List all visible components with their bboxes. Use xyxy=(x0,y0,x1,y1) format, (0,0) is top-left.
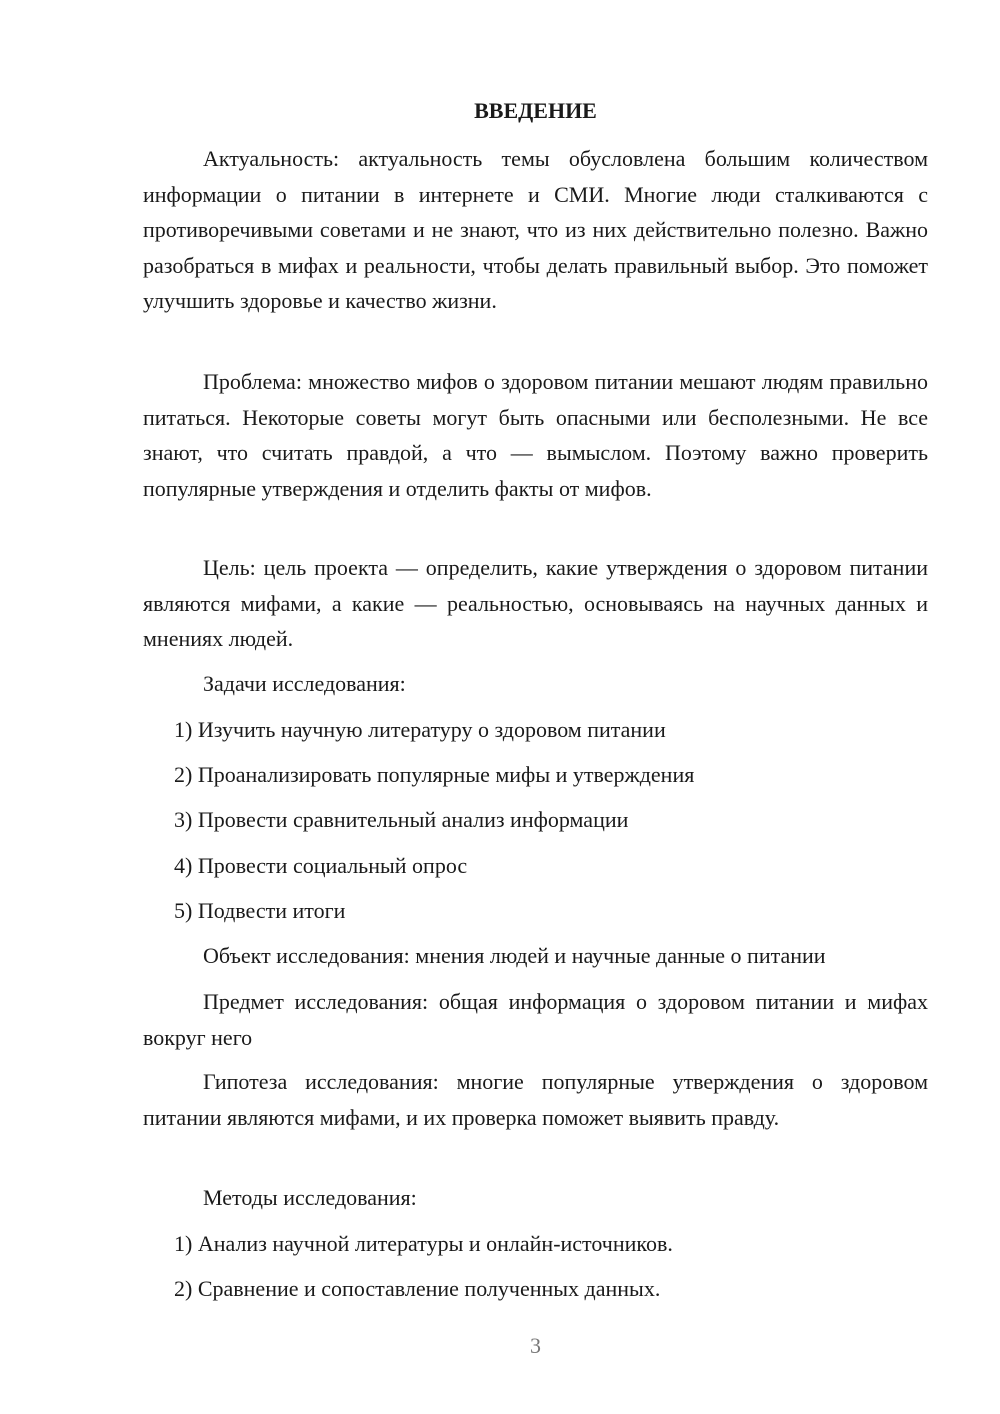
method-item: 2) Сравнение и сопоставление полученных данных. xyxy=(174,1276,661,1301)
document-page xyxy=(143,0,928,1414)
subject-paragraph: Предмет исследования: общая информация о здоровом питании и мифах вокруг него xyxy=(143,989,928,1050)
section-title: ВВЕДЕНИЕ xyxy=(474,98,597,123)
page-number: 3 xyxy=(530,1333,541,1358)
methods-heading: Методы исследования: xyxy=(203,1185,417,1210)
task-item: 1) Изучить научную литературу о здоровом питании xyxy=(174,717,666,742)
task-item: 4) Провести социальный опрос xyxy=(174,853,468,878)
hypothesis-paragraph: Гипотеза исследования: многие популярные утверждения о здоровом питании являются мифами, и их проверка поможет выявить правду. xyxy=(143,1069,928,1130)
goal-paragraph: Цель: цель проекта — определить, какие утверждения о здоровом питании являются мифами, а какие — реальностью, основываясь на научных данных и мнениях людей. xyxy=(143,555,928,651)
method-item: 1) Анализ научной литературы и онлайн-источников. xyxy=(174,1231,673,1256)
tasks-heading: Задачи исследования: xyxy=(203,671,406,696)
problem-paragraph: Проблема: множество мифов о здоровом питании мешают людям правильно питаться. Некоторые советы могут быть опасными или бесполезными. Не все знают, что считать правдой, а что — вымыслом. Поэтому важно проверить популярные утверждения и отделить факты от мифов. xyxy=(143,369,928,501)
task-item: 2) Проанализировать популярные мифы и утверждения xyxy=(174,762,695,787)
relevance-paragraph: Актуальность: актуальность темы обусловлена большим количеством информации о питании в интернете и СМИ. Многие люди сталкиваются с противоречивыми советами и не знают, что из них действительно полезно. Важно разобраться в мифах и реальности, чтобы делать правильный выбор. Это поможет улучшить здоровье и качество жизни. xyxy=(143,146,928,313)
object-paragraph: Объект исследования: мнения людей и научные данные о питании xyxy=(203,943,826,968)
task-item: 5) Подвести итоги xyxy=(174,898,346,923)
task-item: 3) Провести сравнительный анализ информации xyxy=(174,807,629,832)
